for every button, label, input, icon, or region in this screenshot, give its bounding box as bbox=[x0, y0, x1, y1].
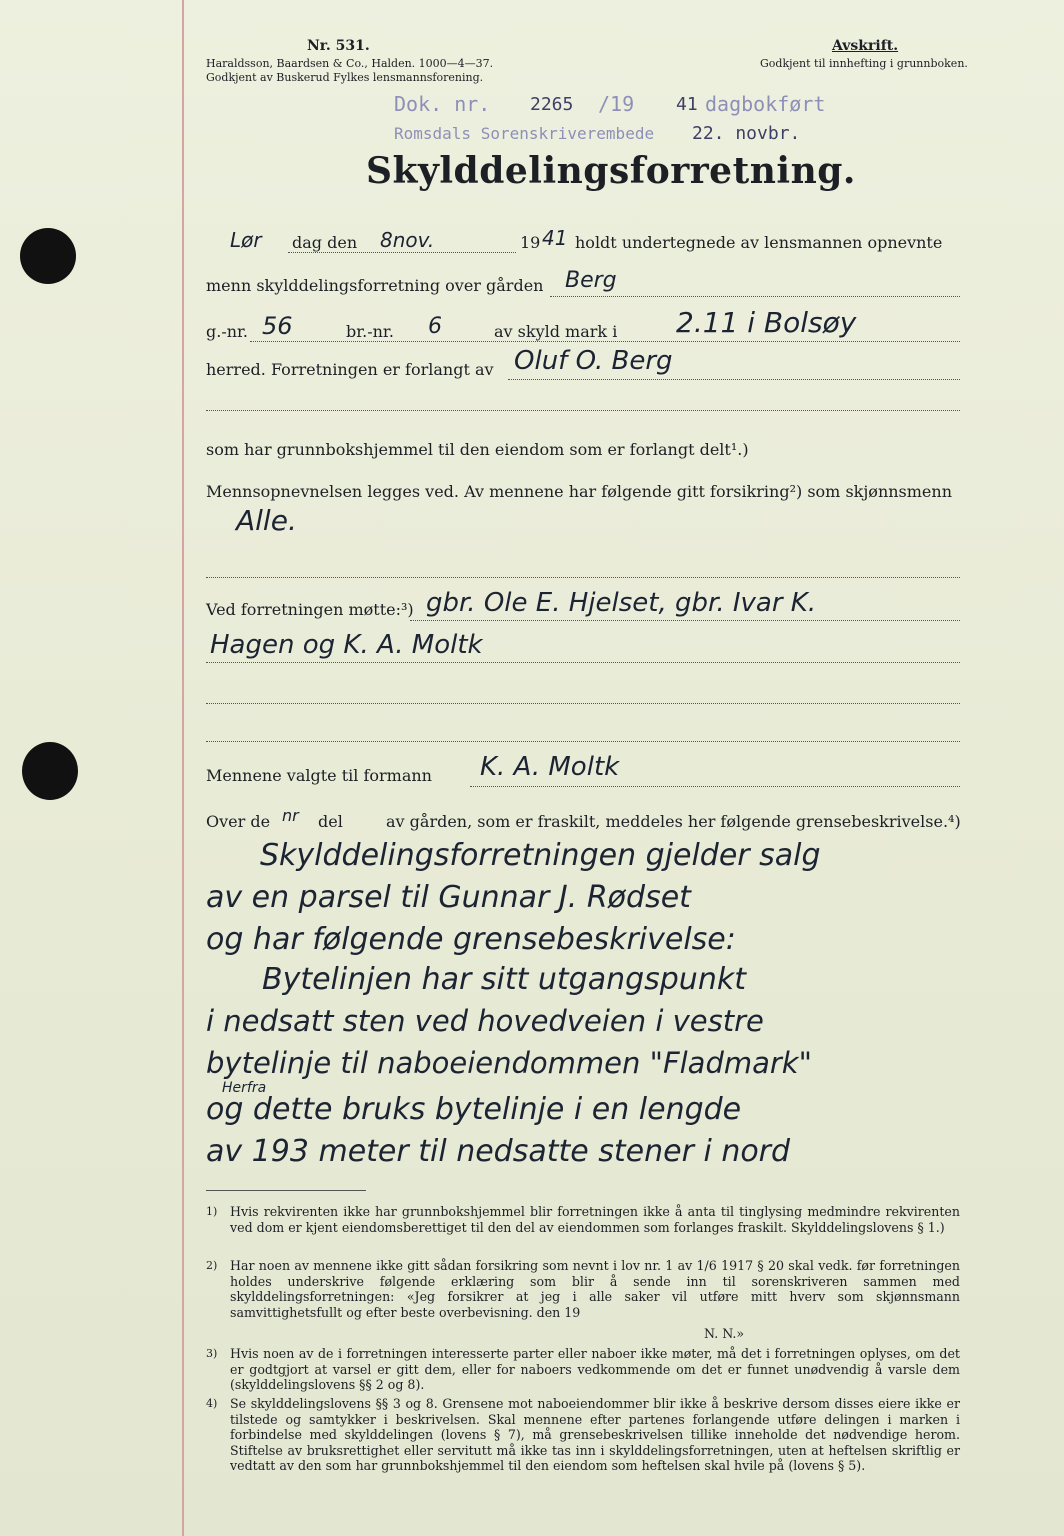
body-line: av en parsel til Gunnar J. Rødset bbox=[206, 880, 691, 915]
requester-handwritten: Oluf O. Berg bbox=[514, 346, 673, 376]
footnote-mark: 4) bbox=[206, 1397, 218, 1410]
footnote-rule bbox=[206, 1190, 366, 1191]
body-line: Skylddelingsforretningen gjelder salg bbox=[260, 838, 821, 873]
body-line: i nedsatt sten ved hovedveien i vestre bbox=[206, 1004, 764, 1038]
line7-dots bbox=[410, 620, 960, 621]
line2-dots bbox=[550, 296, 960, 297]
bnr-handwritten: 6 bbox=[428, 314, 442, 339]
line4-text: herred. Forretningen er forlangt av bbox=[206, 360, 494, 379]
form-number: Nr. 531. bbox=[307, 38, 370, 54]
year-prefix: 19 bbox=[520, 233, 541, 252]
dok-stamp-office: Romsdals Sorenskriverembede bbox=[394, 124, 655, 143]
year-handwritten: 41 bbox=[542, 226, 568, 250]
del-label: del bbox=[318, 812, 343, 831]
blank-line-2 bbox=[206, 577, 960, 578]
footnote-mark: 1) bbox=[206, 1205, 218, 1218]
line10-rest: av gården, som er fraskilt, meddeles her følgende grensebeskrivelse.⁴) bbox=[386, 812, 961, 831]
body-line: bytelinje til naboeiendommen "Fladmark" bbox=[206, 1046, 812, 1080]
punch-hole-top bbox=[20, 228, 76, 284]
line8-dots bbox=[206, 662, 960, 663]
footnote-text: Se skylddelingslovens §§ 3 og 8. Grensene mot naboeiendommer blir ikke å beskrive dersom disses eiere ikke er tilstede og samtykker i beskrivelsen. Skal mennene efter partenes forlangende utføre delingen i marken i forbindelse med skylddelingen (lovens § 7), må grensebeskrivelsen tillike inneholde det nødvendige herom. Stiftelse av bruksrettighet eller servitutt må ikke tas inn i skylddelingsforretningen, uten at heftelsen skriftlig er vedtatt av den som har grunnbokshjemmel til den eiendom som heftelsen skal hvile på (lovens § 5). bbox=[230, 1396, 960, 1473]
body-line: av 193 meter til nedsatte stener i nord bbox=[206, 1134, 791, 1169]
line8-handwritten: Hagen og K. A. Moltk bbox=[210, 630, 483, 660]
body-line: Bytelinjen har sitt utgangspunkt bbox=[262, 962, 746, 997]
footnote-mark: 3) bbox=[206, 1347, 218, 1360]
copy-note: Godkjent til innhefting i grunnboken. bbox=[760, 57, 968, 70]
bnr-label: br.-nr. bbox=[346, 322, 394, 341]
line6-text: Mennsopnevnelsen legges ved. Av mennene har følgende gitt forsikring²) som skjønnsmenn bbox=[206, 482, 953, 501]
dok-stamp-year-sep: /19 bbox=[598, 92, 635, 116]
approval-line: Godkjent av Buskerud Fylkes lensmannsforening. bbox=[206, 71, 484, 84]
dok-stamp-year: 41 bbox=[676, 94, 698, 115]
body-line: og har følgende grensebeskrivelse: bbox=[206, 922, 736, 957]
dag-den-label: dag den bbox=[292, 233, 358, 252]
blank-line-3 bbox=[206, 703, 960, 704]
gnr-label: g.-nr. bbox=[206, 322, 249, 341]
footnote-text: Har noen av mennene ikke gitt sådan forsikring som nevnt i lov nr. 1 av 1/6 1917 § 20 skal vedk. før forretningen holdes underskrive følgende erklæring som blir å sende inn til sorenskriveren sammen med skylddelingsforretningen: «Jeg forsikrer at jeg i alle saker vil utføre mitt hverv som skjønnsmann samvittighetsfullt og efter beste overbevisning. den 19 bbox=[230, 1258, 960, 1320]
date-handwritten: 8nov. bbox=[380, 228, 435, 252]
skyld-handwritten: 2.11 i Bolsøy bbox=[676, 306, 857, 339]
line4-dots bbox=[508, 379, 960, 380]
line7-handwritten: gbr. Ole E. Hjelset, gbr. Ivar K. bbox=[426, 588, 817, 618]
line7-label: Ved forretningen møtte:³) bbox=[206, 600, 414, 619]
blank-line-1 bbox=[206, 410, 960, 411]
over-de-label: Over de bbox=[206, 812, 271, 831]
printer-line: Haraldsson, Baardsen & Co., Halden. 1000—4—37. bbox=[206, 57, 494, 70]
footnote-mark: 2) bbox=[206, 1259, 218, 1272]
line1-dots bbox=[288, 252, 516, 253]
dok-stamp-label: Dok. nr. bbox=[394, 92, 491, 116]
footnote-text: Hvis rekvirenten ikke har grunnbokshjemmel blir forretningen ikke å anta til tinglysing medmindre rekvirenten ved dom er kjent eiendomsberettiget til den del av eiendommen som forlanges fraskilt. Skylddelingslovens § 1.) bbox=[230, 1204, 960, 1235]
over-de-handwritten: nr bbox=[282, 806, 299, 825]
line1-rest: holdt undertegnede av lensmannen opnevnte bbox=[575, 233, 943, 252]
footnote-2-sign: N. N.» bbox=[704, 1326, 745, 1341]
punch-hole-bottom bbox=[22, 742, 78, 800]
line5-text: som har grunnbokshjemmel til den eiendom som er forlangt delt¹.) bbox=[206, 440, 749, 459]
footnote-text: Hvis noen av de i forretningen interesserte parter eller naboer ikke møter, må det i forretningen oplyses, om det er godtgjort at varsel er gitt dem, eller for naboers vedkommende om det er funnet unødvendig å varsle dem (skylddelingslovens §§ 2 og 8). bbox=[230, 1346, 960, 1392]
dok-stamp-number: 2265 bbox=[530, 94, 574, 115]
gnr-handwritten: 56 bbox=[262, 312, 293, 340]
copy-label: Avskrift. bbox=[832, 38, 899, 54]
body-line: og dette bruks bytelinje i en lengde bbox=[206, 1092, 742, 1127]
skyld-label: av skyld mark i bbox=[494, 322, 618, 341]
line3-dots bbox=[250, 341, 960, 342]
dok-stamp-dagbok: dagbokført bbox=[705, 92, 826, 116]
blank-line-4 bbox=[206, 741, 960, 742]
day-handwritten: Lør bbox=[230, 228, 262, 252]
line2-text: menn skylddelingsforretning over gården bbox=[206, 276, 544, 295]
line9-dots bbox=[470, 786, 960, 787]
line9-handwritten: K. A. Moltk bbox=[480, 752, 620, 782]
line9-label: Mennene valgte til formann bbox=[206, 766, 432, 785]
dok-stamp-date: 22. novbr. bbox=[692, 123, 801, 144]
body-insert: Herfra bbox=[222, 1080, 267, 1096]
line6-handwritten: Alle. bbox=[236, 504, 297, 537]
farm-handwritten: Berg bbox=[565, 268, 617, 293]
document-title: Skylddelingsforretning. bbox=[366, 150, 856, 192]
red-margin-line bbox=[182, 0, 184, 1536]
